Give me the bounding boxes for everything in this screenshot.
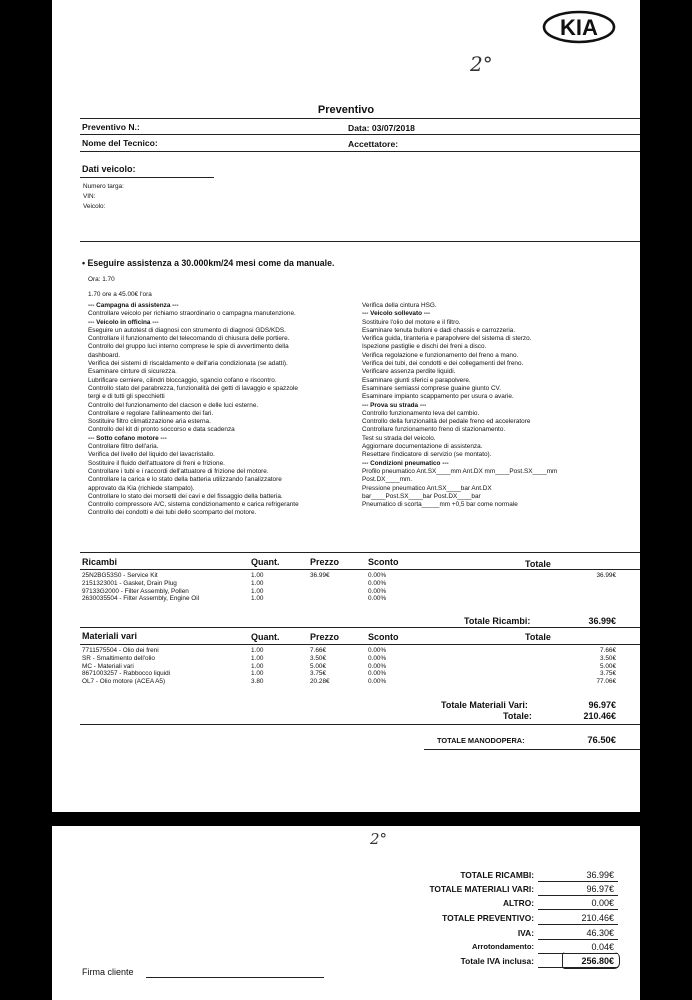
summary-label: Totale IVA inclusa: [460, 956, 534, 966]
cell-sconto: 0.00% [368, 678, 387, 686]
operations-left-column [88, 302, 299, 518]
brand-text: KIA [560, 15, 598, 40]
operation-line: Controllare lo stato dei morsetti dei cavi e del fissaggio della batteria. [88, 492, 283, 500]
cell-description: MC - Materiali vari [82, 662, 134, 670]
cell-prezzo [310, 588, 368, 596]
cell-description: 97133G2000 - Filter Assembly, Pollen [82, 587, 189, 595]
cell-totale: 36.99€ [596, 572, 616, 579]
operation-line: Verifica guida, tiranteria e parapolvere del sistema di sterzo. [362, 335, 532, 343]
operation-line: Sostituire il fluido dell'attuatore di freni e frizione. [88, 459, 225, 467]
vehicle-veicolo: Veicolo: [83, 203, 106, 210]
materiali-prezzo-header: Prezzo [310, 632, 340, 642]
cell-description: 2630035504 - Filter Assembly, Engine Oil [82, 595, 200, 603]
handwritten-note: 2° [470, 52, 493, 76]
manodopera-value: 76.50€ [587, 734, 616, 745]
table-row [82, 670, 616, 678]
ricambi-total-label: Totale Ricambi: [464, 616, 531, 626]
operations-right-column [362, 302, 557, 509]
operation-line: Esaminare semiassi comprese guaine giunto CV. [362, 384, 502, 392]
firma-label: Firma cliente [82, 967, 134, 977]
cell-quant: 3.80 [251, 678, 264, 686]
operation-line: Controllare funzionamento freno di stazionamento. [362, 426, 506, 434]
operation-line: Sostituire filtro climatizzazione aria esterna. [88, 418, 211, 426]
ricambi-sconto-header: Sconto [368, 557, 399, 567]
cell-sconto: 0.00% [368, 654, 387, 662]
service-rate: 1.70 ore a 45.00€ l'ora [88, 291, 152, 298]
operation-line: Verifica dei sistemi di riscaldamento e dell'aria condizionata (se adatti). [88, 360, 288, 368]
summary-handwritten-note: 2° [370, 830, 388, 848]
operation-line: dashboard. [88, 351, 120, 359]
materiali-heading: Materiali vari [82, 631, 138, 641]
materiali-quant-header: Quant. [251, 632, 280, 642]
table-row [82, 595, 616, 603]
operation-line: Verifica dei tubi, dei condotti e dei collegamenti del freno. [362, 360, 524, 368]
operation-section-heading: --- Veicolo in officina --- [88, 318, 159, 326]
summary-value: 0.00€ [591, 898, 614, 908]
service-ore: Ora: 1.70 [88, 276, 115, 283]
operation-section-heading: --- Prova su strada --- [362, 401, 427, 409]
cell-prezzo: 36.99€ [310, 572, 330, 579]
operation-line: Controllo del kit di pronto soccorso e data scadenza [88, 426, 235, 434]
cell-quant: 1.00 [251, 572, 264, 579]
tecnico-label: Nome del Tecnico: [82, 138, 158, 148]
cell-prezzo: 3.75€ [310, 670, 326, 678]
cell-quant: 1.00 [251, 579, 264, 587]
operation-line: Esaminare giunti sferici e parapolvere. [362, 376, 471, 384]
summary-label: Arrotondamento: [471, 942, 534, 951]
cell-description: 2151323001 - Gasket, Drain Plug [82, 579, 177, 587]
operation-line: Lubrificare cerniere, cilindri bloccaggio, sgancio cofano e riscontro. [88, 376, 277, 384]
cell-prezzo: 5.00€ [310, 662, 326, 670]
accettatore-label: Accettatore: [348, 139, 399, 149]
grand-total-value: 210.46€ [583, 711, 616, 721]
operation-line: Ispezione pastiglie e dischi dei freni a disco. [362, 343, 487, 351]
summary-value: 256.80€ [581, 956, 614, 966]
cell-quant: 1.00 [251, 595, 264, 603]
cell-sconto: 0.00% [368, 587, 387, 595]
cell-quant: 1.00 [251, 654, 264, 662]
operation-line: Verifica della cintura HSG. [362, 302, 437, 309]
operation-line: Controllare la carica e lo stato della batteria utilizzando l'analizzatore [88, 476, 282, 484]
table-row [82, 647, 616, 655]
operation-line: Controllo compressore A/C, sistema condizionamento e carica refrigerante [88, 501, 299, 509]
cell-sconto: 0.00% [368, 595, 387, 603]
cell-totale: 7.66€ [600, 647, 616, 654]
table-row [82, 580, 616, 588]
cell-totale: 77.06€ [596, 678, 616, 686]
summary-label: IVA: [517, 928, 534, 938]
cell-description: 8671003257 - Rabbocco liquidi [82, 670, 171, 678]
operation-line: tergi e di tutti gli specchietti [88, 393, 165, 401]
materiali-total-value: 96.97€ [588, 700, 616, 710]
operation-line: Aggiornare documentazione di assistenza. [362, 443, 483, 451]
operation-line: Post.DX____mm. [362, 476, 413, 484]
kia-logo [542, 10, 616, 49]
operation-section-heading: --- Veicolo sollevato --- [362, 310, 431, 318]
summary-value: 210.46€ [581, 913, 614, 923]
cell-sconto: 0.00% [368, 670, 387, 678]
operation-line: Controllare e regolare l'allineamento dei fari. [88, 409, 214, 417]
operation-line: Esaminare tenuta bulloni e dadi chassis e carrozzeria. [362, 326, 516, 334]
operation-line: Verificare assenza perdite liquidi. [362, 368, 456, 376]
ricambi-quant-header: Quant. [251, 557, 280, 567]
summary-label: TOTALE MATERIALI VARI: [429, 884, 534, 894]
summary-page [52, 826, 640, 1000]
operation-line: Controllo dei condotti e dei tubi dello scomparto del motore. [88, 509, 257, 517]
summary-label: TOTALE RICAMBI: [460, 870, 534, 880]
cell-sconto: 0.00% [368, 647, 387, 654]
operation-line: Esaminare impianto scappamento per usura o avarie. [362, 393, 514, 401]
vehicle-heading: Dati veicolo: [82, 164, 136, 174]
operation-line: Profilo pneumatico Ant.SX____mm Ant.DX mm____Post.SX____mm [362, 467, 558, 475]
materiali-total-label: Totale Materiali Vari: [441, 700, 528, 710]
cell-description: 7711575504 - Olio dei freni [82, 647, 159, 654]
ricambi-heading: Ricambi [82, 557, 118, 567]
cell-sconto: 0.00% [368, 579, 387, 587]
operation-line: bar____Post.SX____bar Post.DX____bar [362, 492, 481, 500]
page-title: Preventivo [317, 104, 375, 116]
operation-line: approvato da Kia (richiede stampato). [88, 484, 195, 492]
manodopera-label: TOTALE MANODOPERA: [437, 736, 525, 745]
ricambi-total-value: 36.99€ [588, 616, 616, 626]
data-label: Data: 03/07/2018 [348, 123, 415, 133]
cell-quant: 1.00 [251, 670, 264, 678]
cell-totale [488, 595, 616, 603]
cell-prezzo [310, 580, 368, 588]
operation-line: Esaminare cinture di sicurezza. [88, 368, 177, 376]
operation-line: Eseguire un autotest di diagnosi con strumento di diagnosi GDS/KDS. [88, 326, 286, 334]
materiali-table [82, 647, 616, 686]
ricambi-totale-header: Totale [525, 559, 551, 569]
cell-totale: 5.00€ [600, 662, 616, 670]
operation-section-heading: --- Sotto cofano motore --- [88, 434, 167, 442]
cell-sconto: 0.00% [368, 662, 387, 670]
cell-prezzo: 3.50€ [310, 654, 326, 662]
operation-line: Controllare i tubi e i raccordi dell'attuatore di frizione del motore. [88, 467, 269, 475]
operation-line: Controllare il funzionamento del telecomando di chiusura delle portiere. [88, 335, 290, 343]
ricambi-table [82, 572, 616, 603]
operation-line: Controllo della funzionalità del pedale freno ed acceleratore [362, 418, 531, 426]
cell-quant: 1.00 [251, 647, 264, 654]
cell-totale: 3.50€ [600, 654, 616, 662]
table-row [82, 655, 616, 663]
summary-value: 96.97€ [586, 884, 614, 894]
table-row [82, 588, 616, 596]
summary-label: TOTALE PREVENTIVO: [442, 913, 534, 923]
operation-line: Controllare veicolo per richiamo straordinario o campagna manutenzione. [88, 310, 296, 318]
service-title: • Eseguire assistenza a 30.000km/24 mesi come da manuale. [82, 258, 335, 268]
table-row [82, 678, 616, 686]
handwritten-mark [562, 952, 620, 969]
summary-value: 46.30€ [586, 928, 614, 938]
cell-sconto: 0.00% [368, 572, 387, 579]
cell-description: 25N2BG53S0 - Service Kit [82, 572, 158, 579]
materiali-totale-header: Totale [525, 632, 551, 642]
summary-label: ALTRO: [502, 898, 534, 908]
cell-prezzo [310, 595, 368, 603]
vehicle-targa: Numero targa: [83, 183, 124, 190]
operation-line: Test su strada del veicolo. [362, 434, 436, 442]
operation-line: Controllo del funzionamento del clacson e delle luci esterne. [88, 401, 259, 409]
operation-section-heading: --- Campagna di assistenza --- [88, 302, 179, 309]
materiali-sconto-header: Sconto [368, 632, 399, 642]
quote-page [52, 0, 640, 812]
vehicle-vin: VIN: [83, 193, 96, 200]
cell-totale [488, 588, 616, 596]
summary-value: 0.04€ [591, 942, 614, 952]
cell-totale: 3.75€ [600, 670, 616, 678]
cell-quant: 1.00 [251, 662, 264, 670]
operation-line: Controllare filtro dell'aria. [88, 443, 159, 451]
operation-section-heading: --- Condizioni pneumatico --- [362, 459, 449, 467]
table-row [82, 663, 616, 671]
operation-line: Verifica del livello del liquido del lavacristallo. [88, 451, 215, 459]
grand-total-label: Totale: [503, 711, 532, 721]
operation-line: Sostituire l'olio del motore e il filtro. [362, 318, 461, 326]
cell-totale [488, 580, 616, 588]
cell-prezzo: 20.28€ [310, 678, 330, 686]
preventivo-label: Preventivo N.: [82, 122, 140, 132]
cell-quant: 1.00 [251, 587, 264, 595]
operation-line: Controllo stato del parabrezza, funzionalità dei getti di lavaggio e spazzole [88, 384, 298, 392]
summary-value: 36.99€ [586, 870, 614, 880]
operation-line: Pneumatico di scorta_____mm +0,5 bar come normale [362, 501, 518, 509]
operation-line: Verifica regolazione e funzionamento del freno a mano. [362, 351, 519, 359]
cell-description: SR - Smaltimento dell'olio [82, 654, 155, 662]
ricambi-prezzo-header: Prezzo [310, 557, 340, 567]
operation-line: Pressione pneumatico Ant.SX____bar Ant.DX [362, 484, 492, 492]
operation-line: Controllo funzionamento leva del cambio. [362, 409, 480, 417]
operation-line: Controllo del gruppo luci interno comprese le spie di avvertimento della [88, 343, 289, 351]
operation-line: Resettare l'indicatore di servizio (se montato). [362, 451, 492, 459]
cell-description: OL7 - Olio motore (ACEA A5) [82, 678, 166, 686]
table-row [82, 572, 616, 580]
cell-prezzo: 7.66€ [310, 647, 326, 654]
